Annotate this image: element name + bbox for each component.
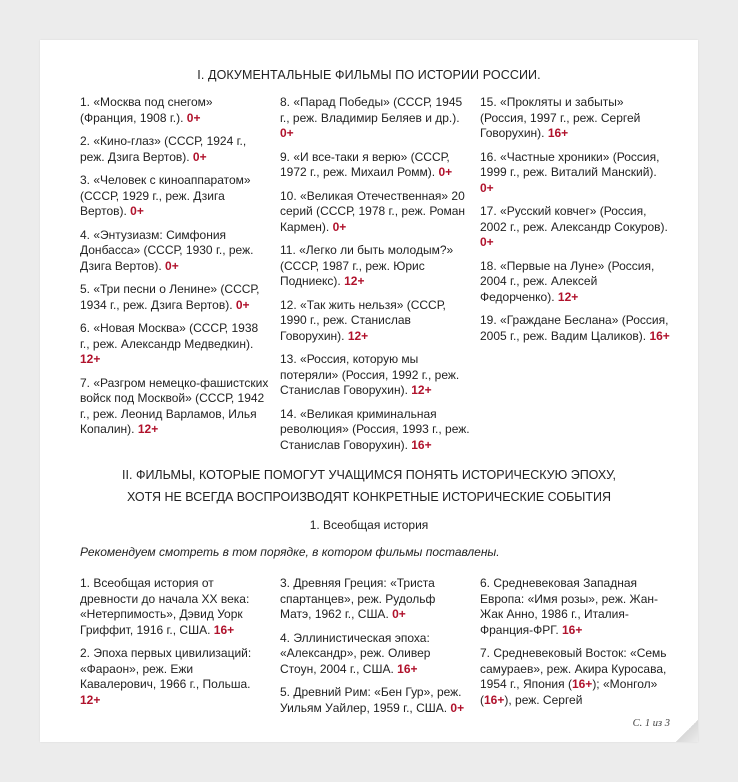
age-rating: 0+ <box>165 258 179 273</box>
section1-col-3 <box>480 95 670 352</box>
age-rating: 16+ <box>397 661 418 676</box>
film-item: 12. «Так жить нельзя» (СССР, 1990 г., реж. Станислав Говорухин). 12+ <box>280 297 446 343</box>
film-item: 9. «И все-таки я верю» (СССР, 1972 г., реж. Михаил Ромм). 0+ <box>280 149 453 179</box>
section1-heading: I. ДОКУМЕНТАЛЬНЫЕ ФИЛЬМЫ ПО ИСТОРИИ РОССИИ. <box>197 68 541 82</box>
film-item: 3. Древняя Греция: «Триста спартанцев», реж. Рудольф Матэ, 1962 г., США. 0+ <box>280 576 436 621</box>
age-rating: 12+ <box>137 422 159 436</box>
film-item: 2. Эпоха первых цивилизаций: «Фараон», реж. Ежи Кавалерович, 1966 г., Польша. 12+ <box>80 646 252 707</box>
page-number: С. 1 из 3 <box>632 718 670 729</box>
age-rating: 16+ <box>649 328 670 343</box>
age-rating: 0+ <box>480 180 494 195</box>
film-item: 5. Древний Рим: «Бен Гур», реж. Уильям Уайлер, 1959 г., США. 0+ <box>280 685 465 715</box>
section2-col-2 <box>280 576 470 724</box>
age-rating: 0+ <box>280 126 294 140</box>
film-item: 17. «Русский ковчег» (Россия, 2002 г., реж. Александр Сокуров). 0+ <box>480 204 668 249</box>
document-page <box>40 40 698 742</box>
film-item: 10. «Великая Отечественная» 20 серий (СССР, 1978 г., реж. Роман Кармен). 0+ <box>280 188 466 234</box>
age-rating: 0+ <box>130 204 144 218</box>
film-item: 18. «Первые на Луне» (Россия, 2004 г., реж. Алексей Федорченко). 12+ <box>480 258 655 304</box>
section1-col-2 <box>280 95 470 461</box>
age-rating: 16+ <box>562 622 583 637</box>
film-item: 4. Эллинистическая эпоха: «Александр», реж. Оливер Стоун, 2004 г., США. 16+ <box>280 630 431 676</box>
age-rating: 12+ <box>80 692 101 707</box>
age-rating: 16+ <box>484 692 505 707</box>
section2-heading-line1: II. ФИЛЬМЫ, КОТОРЫЕ ПОМОГУТ УЧАЩИМСЯ ПОНЯТЬ ИСТОРИЧЕСКУЮ ЭПОХУ, <box>122 468 616 482</box>
film-item: 19. «Граждане Беслана» (Россия, 2005 г., реж. Вадим Цаликов). 16+ <box>480 313 670 343</box>
age-rating: 0+ <box>392 607 406 621</box>
age-rating: 0+ <box>235 297 250 312</box>
age-rating: 12+ <box>557 289 579 304</box>
film-item: 15. «Прокляты и забыты» (Россия, 1997 г., реж. Сергей Говорухин). 16+ <box>480 95 641 140</box>
film-item: 5. «Три песни о Ленине» (СССР, 1934 г., реж. Дзига Вертов). 0+ <box>80 282 260 312</box>
age-rating: 0+ <box>450 700 465 715</box>
age-rating: 12+ <box>344 274 365 288</box>
age-rating: 0+ <box>332 219 347 234</box>
film-item: 13. «Россия, которую мы потеряли» (Россия, 1992 г., реж. Станислав Говорухин). 12+ <box>280 352 460 397</box>
section2-col-3 <box>480 576 670 716</box>
section2-heading <box>40 464 698 508</box>
age-rating: 12+ <box>411 383 432 397</box>
age-rating: 12+ <box>347 328 369 343</box>
film-item: 11. «Легко ли быть молодым?» (СССР, 1987 г., реж. Юрис Подниекс). 12+ <box>280 243 454 288</box>
age-rating: 16+ <box>547 126 569 140</box>
section2-col-1 <box>80 576 270 716</box>
film-item: 16. «Частные хроники» (Россия, 1999 г., реж. Виталий Манский). 0+ <box>480 149 660 195</box>
age-rating: 0+ <box>192 149 207 164</box>
age-rating: 0+ <box>186 110 201 125</box>
film-item: 7. Средневековый Восток: «Семь самураев», реж. Акира Куросава, 1954 г., Япония (16+); «Монгол» (16+), реж. Сергей <box>480 646 667 707</box>
film-item: 6. Средневековая Западная Европа: «Имя розы», реж. Жан-Жак Анно, 1986 г., Италия-Франция-ФРГ. 16+ <box>480 576 659 637</box>
page-curl <box>676 720 698 742</box>
age-rating: 16+ <box>571 677 593 691</box>
age-rating: 0+ <box>480 235 494 249</box>
film-item: 4. «Энтузиазм: Симфония Донбасса» (СССР, 1930 г., реж. Дзига Вертов). 0+ <box>80 227 254 273</box>
section2-heading-line2: ХОТЯ НЕ ВСЕГДА ВОСПРОИЗВОДЯТ КОНКРЕТНЫЕ ИСТОРИЧЕСКИЕ СОБЫТИЯ <box>126 490 612 504</box>
film-item: 3. «Человек с киноаппаратом» (СССР, 1929 г., реж. Дзига Вертов). 0+ <box>80 173 251 218</box>
age-rating: 16+ <box>411 437 432 452</box>
age-rating: 0+ <box>438 165 453 179</box>
film-item: 1. Всеобщая история от древности до начала XX века: «Нетерпимость», Дэвид Уорк Гриффит, 1916 г., США. 16+ <box>80 576 250 637</box>
film-item: 2. «Кино-глаз» (СССР, 1924 г., реж. Дзига Вертов). 0+ <box>80 134 247 164</box>
film-item: 8. «Парад Победы» (СССР, 1945 г., реж. Владимир Беляев и др.). 0+ <box>280 95 463 140</box>
viewing-order-note: Рекомендуем смотреть в том порядке, в котором фильмы поставлены. <box>80 545 500 559</box>
section1-col-1 <box>80 95 270 446</box>
film-item: 6. «Новая Москва» (СССР, 1938 г., реж. Александр Медведкин). 12+ <box>80 321 259 366</box>
film-item: 1. «Москва под снегом» (Франция, 1908 г.). 0+ <box>80 95 213 125</box>
film-item: 14. «Великая криминальная революция» (Россия, 1993 г., реж. Станислав Говорухин). 16+ <box>280 406 470 452</box>
age-rating: 16+ <box>213 622 235 637</box>
section2-subheading: 1. Всеобщая история <box>309 518 429 532</box>
age-rating: 12+ <box>80 352 101 366</box>
film-item: 7. «Разгром немецко-фашистских войск под Москвой» (СССР, 1942 г., реж. Леонид Варламов, Илья Копалин). 12+ <box>80 375 269 436</box>
